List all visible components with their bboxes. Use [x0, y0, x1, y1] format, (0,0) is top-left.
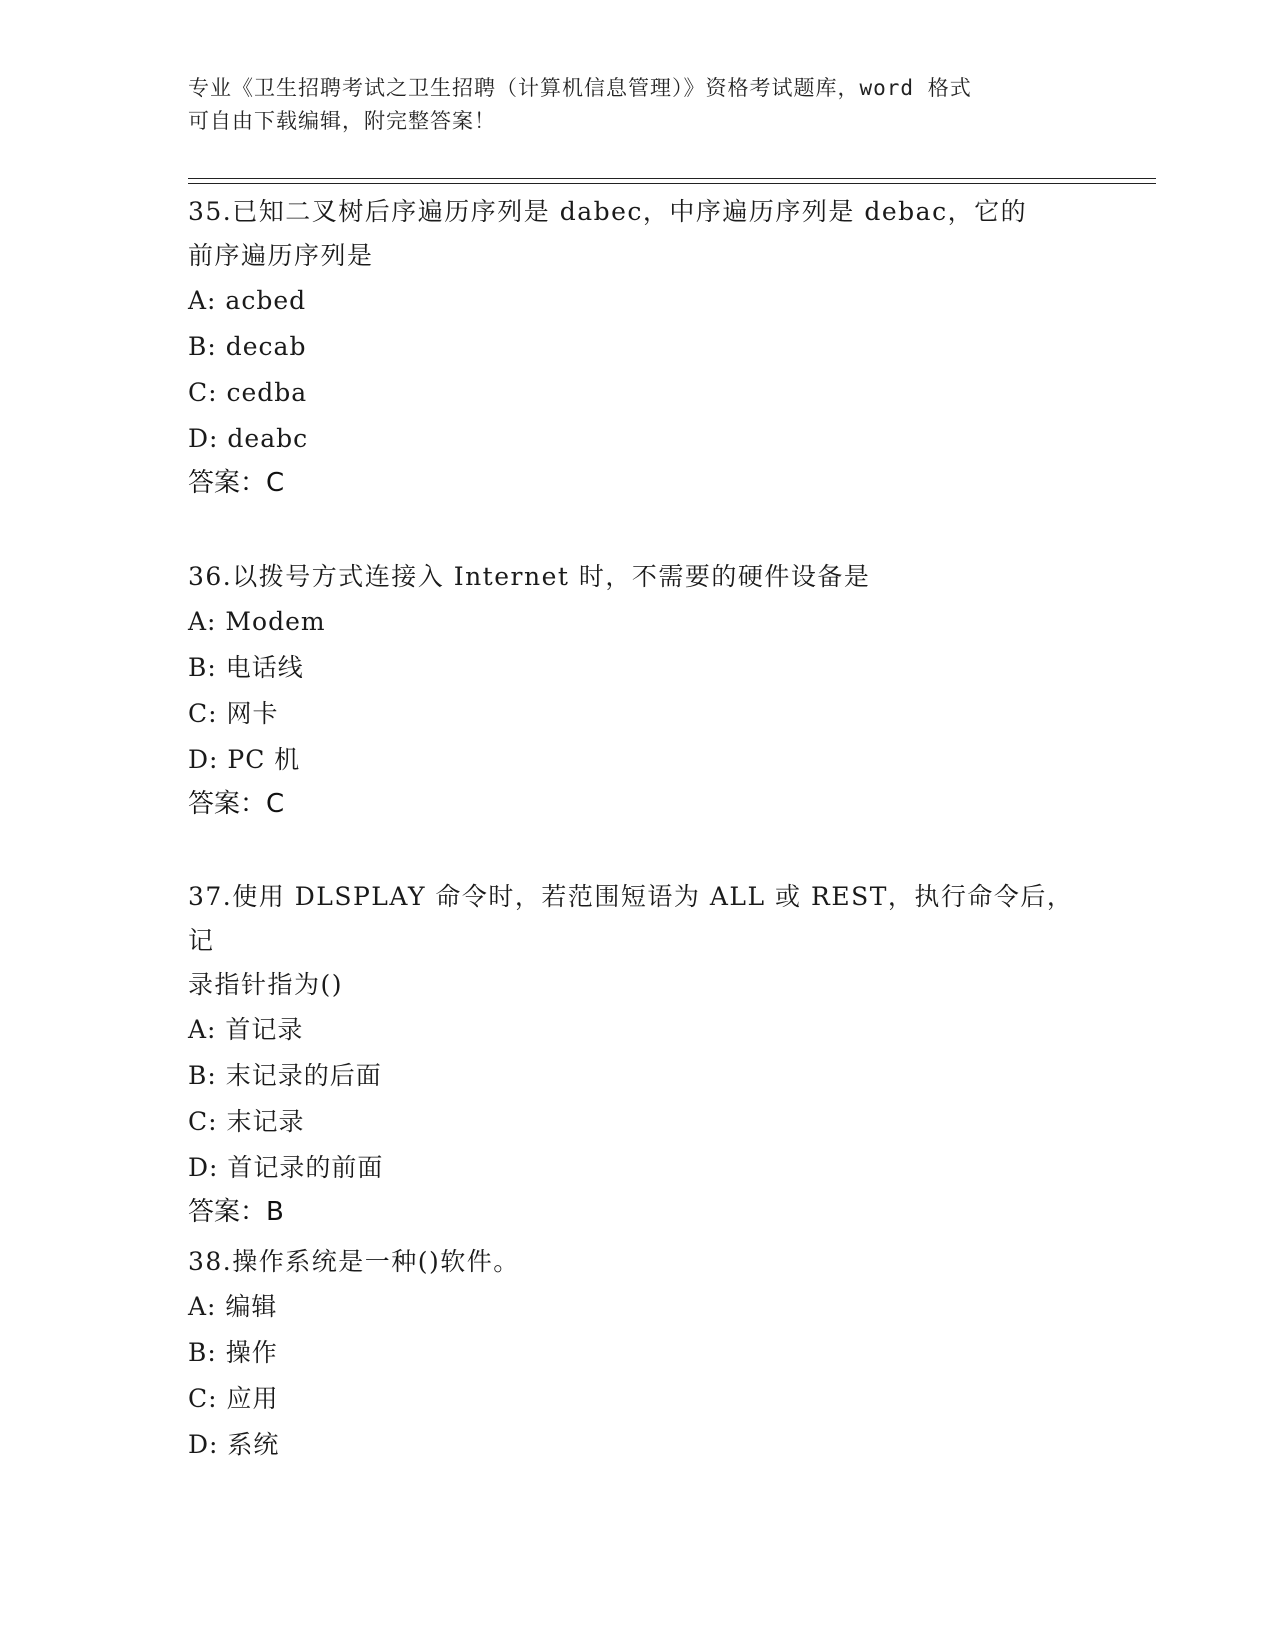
option-d: D: deabc: [188, 424, 309, 453]
option-b: B: 操作: [188, 1338, 278, 1367]
question-stem-continued: 前序遍历序列是: [188, 241, 374, 270]
answer: 答案：C: [188, 468, 285, 498]
document-header: [188, 72, 1088, 138]
option-a: A: 首记录: [188, 1015, 304, 1044]
option-b: B: 电话线: [188, 653, 304, 682]
answer: 答案：B: [188, 1197, 284, 1227]
option-c: C: cedba: [188, 378, 308, 407]
header-divider-bottom: [188, 183, 1156, 184]
option-a: A: Modem: [188, 607, 326, 636]
header-line-1: 专业《卫生招聘考试之卫生招聘（计算机信息管理）》资格考试题库，word 格式: [188, 76, 972, 100]
header-divider-top: [188, 178, 1156, 179]
option-c: C: 末记录: [188, 1107, 305, 1136]
option-b: B: 末记录的后面: [188, 1061, 382, 1090]
answer: 答案：C: [188, 789, 285, 819]
question-37: [188, 875, 1088, 1233]
question-36: [188, 555, 1088, 825]
option-d: D: PC 机: [188, 745, 301, 774]
question-stem-continued: 录指针指为(): [188, 970, 344, 999]
option-d: D: 系统: [188, 1430, 280, 1459]
question-stem: 36.以拨号方式连接入 Internet 时，不需要的硬件设备是: [188, 562, 871, 591]
header-line-2: 可自由下载编辑，附完整答案！: [188, 109, 496, 133]
question-stem: 38.操作系统是一种()软件。: [188, 1247, 520, 1276]
question-38: [188, 1240, 1088, 1468]
option-a: A: acbed: [188, 286, 307, 315]
option-a: A: 编辑: [188, 1292, 278, 1321]
option-c: C: 应用: [188, 1384, 279, 1413]
option-d: D: 首记录的前面: [188, 1153, 384, 1182]
question-35: [188, 190, 1088, 504]
question-stem: 35.已知二叉树后序遍历序列是 dabec，中序遍历序列是 debac，它的: [188, 197, 1028, 226]
question-stem: 37.使用 DLSPLAY 命令时，若范围短语为 ALL 或 REST，执行命令后，记: [188, 882, 1074, 955]
option-c: C: 网卡: [188, 699, 279, 728]
option-b: B: decab: [188, 332, 307, 361]
